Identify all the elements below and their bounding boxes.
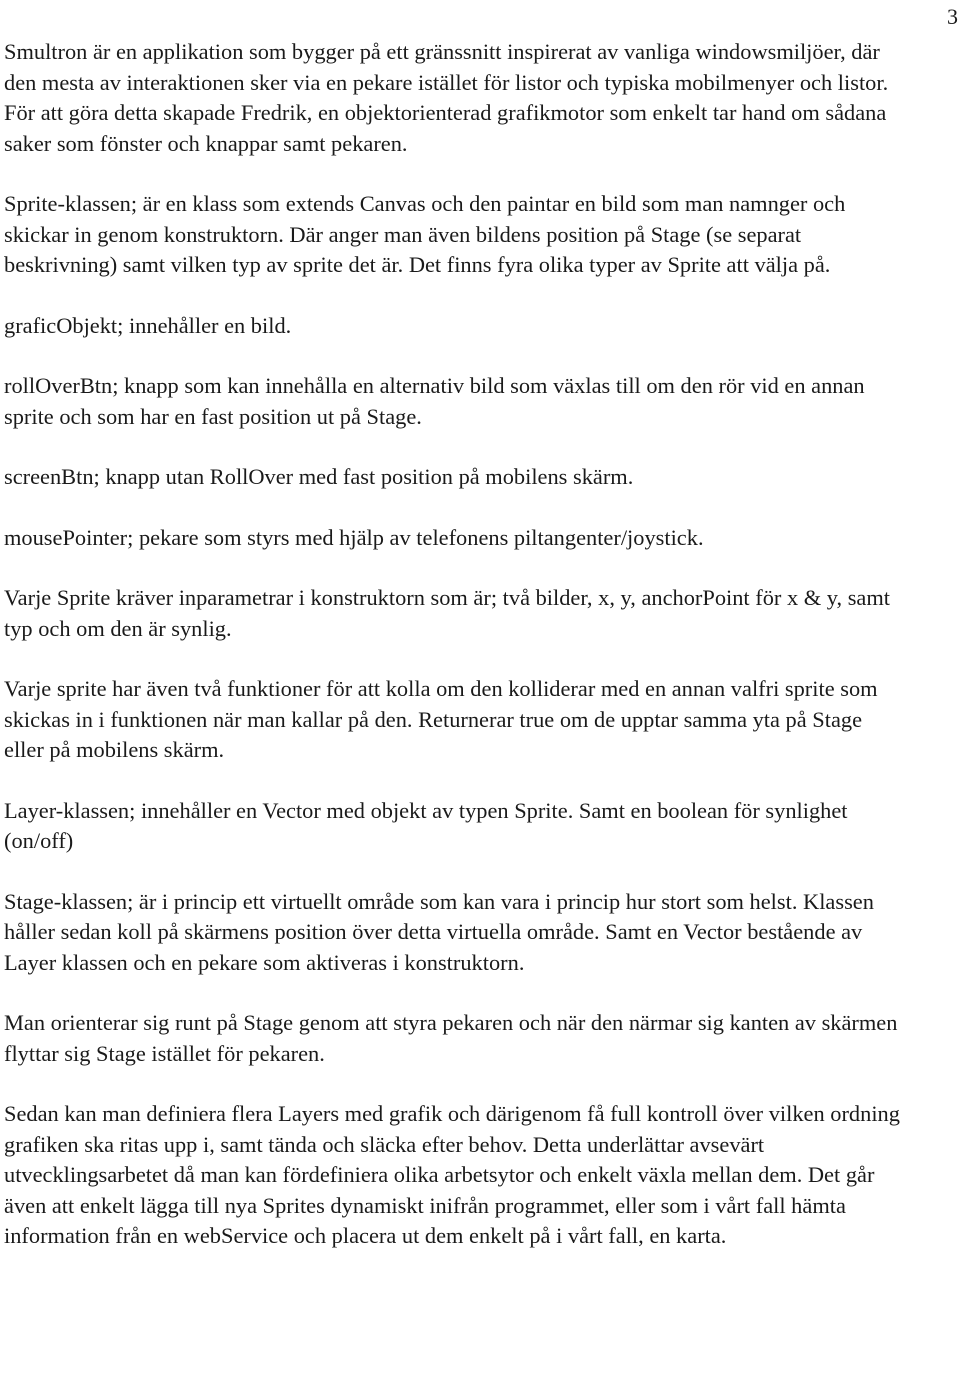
paragraph-screen-btn: screenBtn; knapp utan RollOver med fast position på mobilens skärm. (4, 464, 634, 489)
paragraph-intro: Smultron är en applikation som bygger på ett gränssnitt inspirerat av vanliga windowsmiljöer, där den mesta av interaktionen sker via en pekare istället för listor och typiska mobilmenyer och listor. För att göra detta skapade Fredrik, en objektorienterad grafikmotor som enkelt tar hand om sådana saker som fönster och knappar samt pekaren. (4, 39, 889, 156)
page-number: 3 (947, 4, 958, 29)
paragraph-stage-navigation: Man orienterar sig runt på Stage genom att styra pekaren och när den närmar sig kanten av skärmen flyttar sig Stage istället för pekaren. (4, 1010, 898, 1066)
paragraph-sprite-params: Varje Sprite kräver inparametrar i konstruktorn som är; två bilder, x, y, anchorPoint för x & y, samt typ och om den är synlig. (4, 585, 890, 641)
paragraph-layer-class: Layer-klassen; innehåller en Vector med objekt av typen Sprite. Samt en boolean för synlighet (on/off) (4, 797, 848, 853)
paragraph-sprite-collision: Varje sprite har även två funktioner för att kolla om den kolliderar med en annan valfri sprite som skickas in i funktionen när man kallar på den. Returnerar true om de upptar samma yta på Stage eller på mobilens skärm. (4, 676, 878, 762)
paragraph-grafic-objekt: graficObjekt; innehåller en bild. (4, 312, 292, 338)
paragraph-sprite-class: Sprite-klassen; är en klass som extends Canvas och den paintar en bild som man namnger och skickar in genom konstruktorn. Där anger man även bildens position på Stage (se separat beskrivning) samt vilken typ av sprite det är. Det finns fyra olika typer av Sprite att välja på. (4, 191, 846, 277)
paragraph-rollover-btn: rollOverBtn; knapp som kan innehålla en alternativ bild som växlas till om den rör vid en annan sprite och som har en fast position ut på Stage. (4, 373, 865, 429)
body-text (4, 37, 904, 1282)
paragraph-stage-class: Stage-klassen; är i princip ett virtuellt område som kan vara i princip hur stort som helst. Klassen håller sedan koll på skärmens position över detta virtuella område. Samt en Vector bestående av Layer klassen och en pekare som aktiveras i konstruktorn. (4, 888, 874, 975)
paragraph-layers: Sedan kan man definiera flera Layers med grafik och därigenom få full kontroll över vilken ordning grafiken ska ritas upp i, samt tända och släcka efter behov. Detta underlättar avsevärt utvecklingsarbetet då man kan fördefiniera olika arbetsytor och enkelt växla mellan dem. Det går även att enkelt lägga till nya Sprites dynamiskt inifrån programmet, eller som i vårt fall hämta information från en webService och placera ut dem enkelt på i vårt fall, en karta. (4, 1101, 900, 1248)
paragraph-mouse-pointer: mousePointer; pekare som styrs med hjälp av telefonens piltangenter/joystick. (4, 524, 704, 550)
